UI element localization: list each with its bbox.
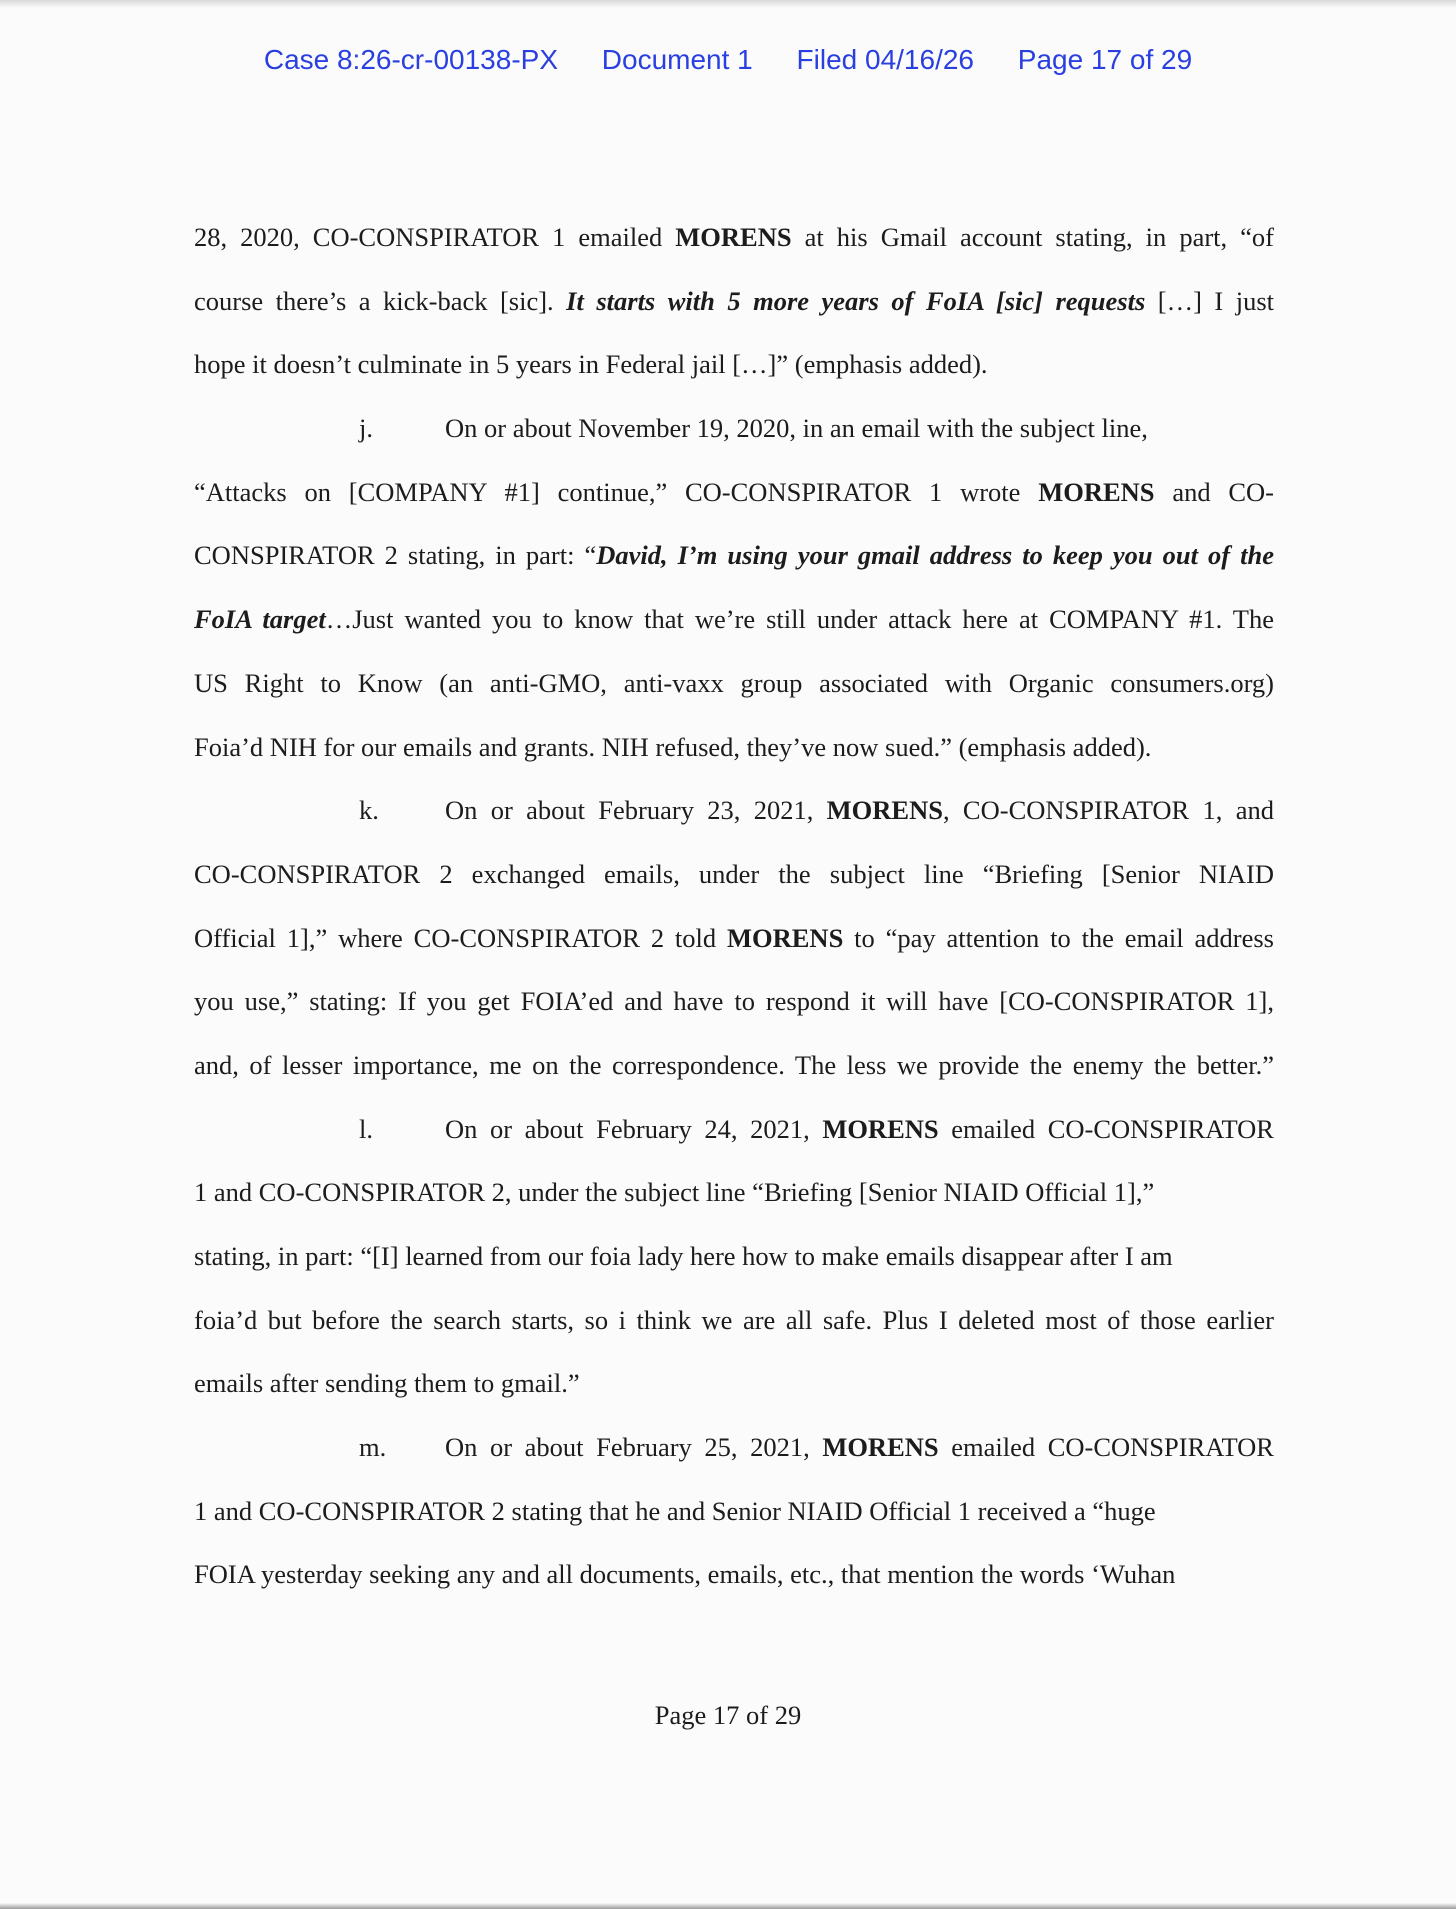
paragraph-l-first-line: l. On or about February 24, 2021, MORENS emailed CO-CONSPIRATOR (194, 1098, 1274, 1162)
text-line: FOIA yesterday seeking any and all documents, emails, etc., that mention the words ‘Wuhan (194, 1559, 1176, 1590)
text-line: US Right to Know (an anti-GMO, anti-vaxx group associated with Organic consumers.org) (194, 667, 1274, 698)
text-line: 1 and CO-CONSPIRATOR 2 stating that he and Senior NIAID Official 1 received a “huge (194, 1495, 1156, 1526)
paragraph-label: j. (359, 413, 373, 444)
defendant-name: MORENS (822, 1113, 939, 1144)
defendant-name: MORENS (727, 922, 844, 953)
text-line: you use,” stating: If you get FOIA’ed and have to respond it will have [CO-CONSPIRATOR 1], (194, 986, 1274, 1017)
defendant-name: MORENS (822, 1432, 939, 1463)
text-line: stating, in part: “[I] learned from our foia lady here how to make emails disappear after I am (194, 1241, 1173, 1271)
text-line: CONSPIRATOR 2 stating, in part: “David, I’m using your gmail address to keep you out of the (194, 540, 1274, 571)
ecf-header (0, 44, 1456, 76)
paragraph-label: l. (359, 1113, 373, 1144)
text-line: FoIA target…Just wanted you to know that we’re still under attack here at COMPANY #1. The (194, 604, 1274, 635)
footer-page-number: Page 17 of 29 (654, 1700, 802, 1730)
paragraph-label: m. (359, 1432, 387, 1463)
text-line: foia’d but before the search starts, so i think we are all safe. Plus I deleted most of those earlier (194, 1304, 1274, 1335)
emphasis-text: FoIA target (194, 604, 326, 635)
paragraph-m-first-line: m. On or about February 25, 2021, MORENS emailed CO-CONSPIRATOR (194, 1416, 1274, 1480)
text-line: course there’s a kick-back [sic]. It starts with 5 more years of FoIA [sic] requests […] I just (194, 285, 1274, 316)
text-line: CO-CONSPIRATOR 2 exchanged emails, under the subject line “Briefing [Senior NIAID (194, 858, 1274, 889)
page-bottom-edge (0, 1903, 1456, 1909)
text-line: emails after sending them to gmail.” (194, 1368, 580, 1399)
defendant-name: MORENS (1038, 476, 1155, 507)
emphasis-text: It starts with 5 more years of FoIA [sic] requests (566, 285, 1146, 316)
text-line: and, of lesser importance, me on the correspondence. The less we provide the enemy the better.” (194, 1049, 1274, 1080)
text-line: Official 1],” where CO-CONSPIRATOR 2 told MORENS to “pay attention to the email address (194, 922, 1274, 953)
text-line: Foia’d NIH for our emails and grants. NIH refused, they’ve now sued.” (emphasis added). (194, 731, 1152, 762)
page-top-edge (0, 0, 1456, 8)
document-number: Document 1 (601, 44, 753, 75)
defendant-name: MORENS (675, 222, 792, 252)
defendant-name: MORENS (826, 795, 943, 826)
paragraph-label: k. (359, 795, 379, 826)
text-line: “Attacks on [COMPANY #1] continue,” CO-CONSPIRATOR 1 wrote MORENS and CO- (194, 476, 1275, 507)
case-number: Case 8:26-cr-00138-PX (263, 44, 558, 75)
paragraph-k-first-line: k. On or about February 23, 2021, MORENS, CO-CONSPIRATOR 1, and (194, 779, 1274, 843)
header-page-number: Page 17 of 29 (1017, 44, 1193, 75)
document-body (194, 206, 1274, 1607)
text-line: 28, 2020, CO-CONSPIRATOR 1 emailed MORENS at his Gmail account stating, in part, “of (194, 222, 1274, 252)
text-line: 1 and CO-CONSPIRATOR 2, under the subject line “Briefing [Senior NIAID Official 1],” (194, 1177, 1155, 1208)
filed-date: Filed 04/16/26 (796, 44, 974, 75)
emphasis-text: David, I’m using your gmail address to keep you out of the (596, 540, 1274, 571)
paragraph-j-first-line: j. On or about November 19, 2020, in an email with the subject line, (194, 397, 1274, 461)
text-line: hope it doesn’t culminate in 5 years in Federal jail […]” (emphasis added). (194, 349, 988, 380)
